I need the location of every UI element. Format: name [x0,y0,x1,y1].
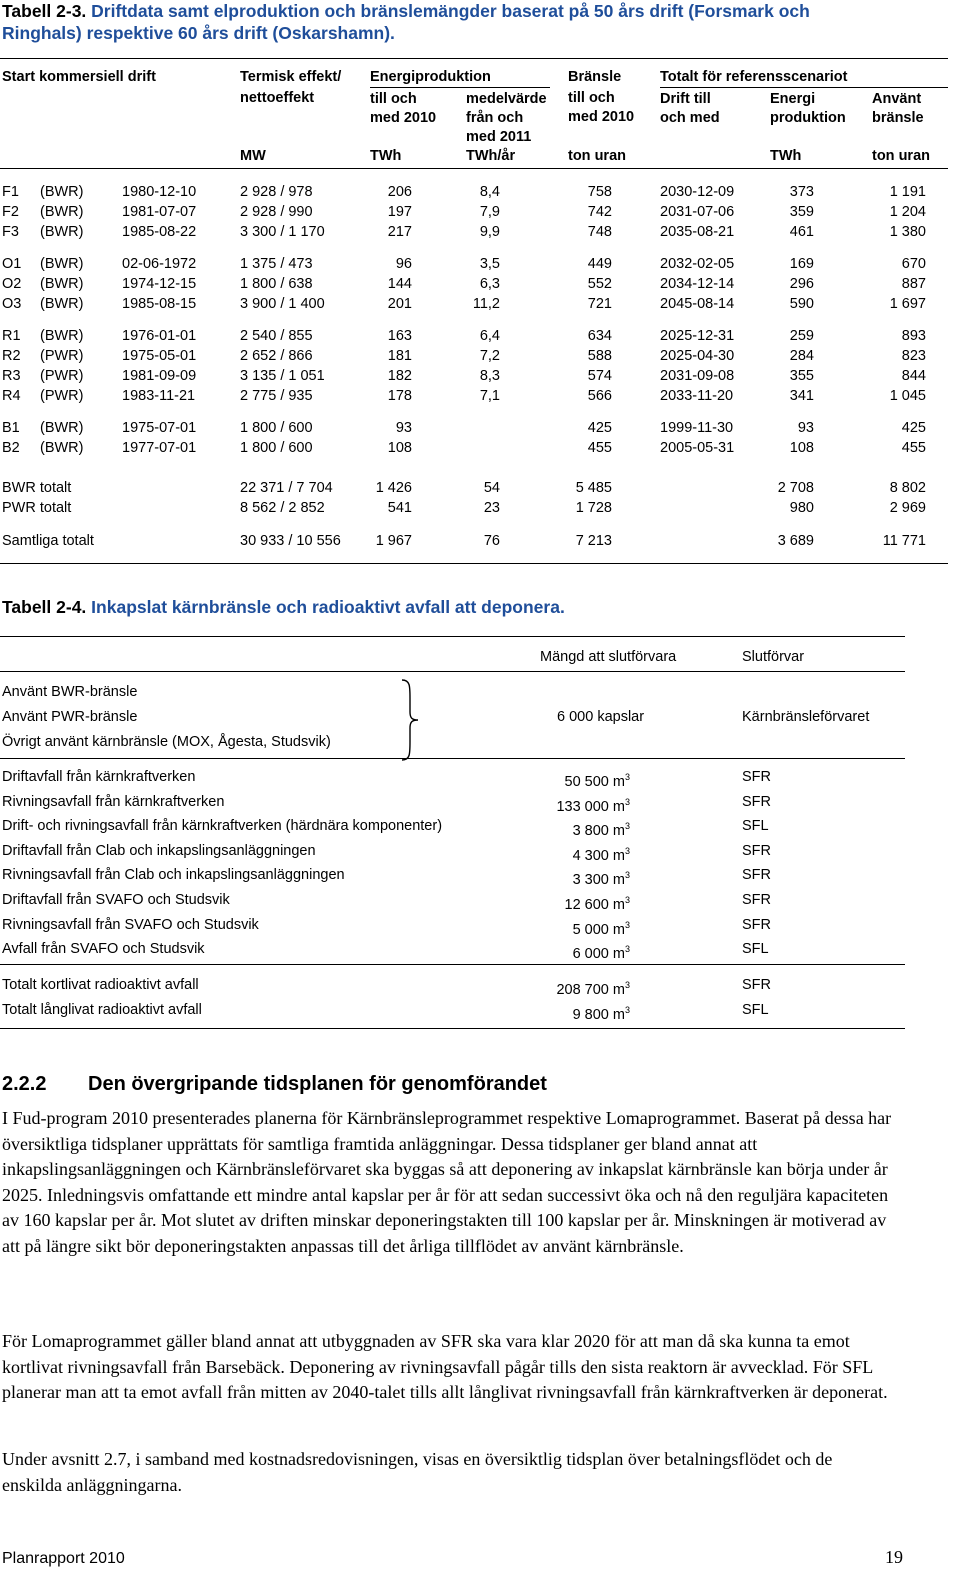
section-title: Den övergripande tidsplanen för genomförandet [88,1073,547,1095]
header-tilloch1: till och [370,91,417,107]
paragraph-2: För Lomaprogrammet gäller bland annat att utbyggnaden av SFR ska vara klar 2020 för att man då ska kunna ta emot kortlivat rivningsavfall från Barsebäck. Deponering av rivningsavfall pågår tills den sista reaktorn är avvecklad. För SFL planerar man att ta emot avfall från mitten av 2040-talet tills allt långlivat rivningsavfall från kärnkraftverken är deponerat. [2,1331,888,1402]
waste-row-label: Driftavfall från SVAFO och Studsvik [2,892,230,908]
table1-cell: 1999-11-30 [660,420,734,436]
header-energiprod: Energiproduktion [370,69,491,85]
fuel-repo: Kärnbränsleförvaret [742,709,870,725]
waste-row-repository: SFR [742,793,771,810]
footer-title: Planrapport 2010 [2,1550,125,1567]
table1-cell: R4 [2,388,21,404]
table1-total-cell: 1 426 [375,480,412,496]
table1-cell: 206 [387,184,412,200]
table1-cell: 9,9 [479,224,500,240]
table1-cell: 163 [387,328,412,344]
table1-cell: 8,4 [479,184,500,200]
waste-row-label: Rivningsavfall från SVAFO och Studsvik [2,916,259,933]
header-medelv1: medelvärde [466,91,547,107]
table1-cell: 566 [587,388,612,404]
table2-fuel-rule [0,758,905,759]
table1-cell: 2035-08-21 [660,224,735,240]
header-drift1: Drift till [660,91,711,107]
table1-cell: 6,4 [479,328,500,344]
unit-superscript: 3 [624,1004,630,1015]
table1-cell: 721 [587,296,612,312]
totalt-rule [660,87,948,88]
waste-row-repository: SFR [742,892,771,908]
table1-cell: 2 775 / 935 [240,388,313,404]
table1-cell: 284 [789,348,814,364]
table1-cell: (BWR) [40,204,84,220]
table1-cell: 1 800 / 638 [240,276,313,292]
waste-row-amount: 208 700 $m^3$ [556,980,630,998]
unit-superscript: 3 [624,895,630,905]
table1-cell: (BWR) [40,256,84,272]
table1-cell: 3 300 / 1 170 [240,224,325,240]
table1-cell: 449 [587,256,612,272]
header-twhar: TWh/år [466,148,516,164]
waste-row-amount: 6 000 $m^3$ [572,944,630,963]
table1-cell: 3,5 [479,256,500,272]
table1-cell: 742 [587,204,612,220]
table1-cell: 178 [387,388,412,404]
table1-cell: 1 191 [889,184,926,200]
table1-top-rule [0,58,948,59]
waste-row-amount: 12 600 $m^3$ [564,895,630,913]
header-twh1: TWh [370,148,402,164]
waste-row-label: Driftavfall från Clab och inkapslingsanläggningen [2,842,316,859]
table1-total-cell: BWR totalt [2,480,72,496]
table1-cell: R1 [2,328,21,344]
unit-superscript: 3 [624,870,630,881]
table1-cell: 1985-08-22 [122,224,197,240]
table1-cell: 197 [387,204,412,220]
table1-caption-line1: Driftdata samt elproduktion och bränslemängder baserat på 50 års drift (Forsmark och [91,1,810,21]
header-tilloch2: till och [568,90,615,106]
header-anvant2: bränsle [872,110,924,126]
table1-total-cell: 23 [483,500,500,516]
table1-cell: 1 697 [889,296,926,312]
table1-grand-total-cell: 3 689 [777,533,814,549]
waste-row-amount: 9 800 $m^3$ [572,1004,630,1023]
table1-cell: 2025-04-30 [660,348,735,364]
table2-col-repo: Slutförvar [742,649,805,665]
table1-cell: 2034-12-14 [660,276,735,292]
page-number: 19 [885,1547,903,1567]
table1-cell: R2 [2,348,21,364]
waste-row-amount: 3 300 $m^3$ [572,870,630,889]
table1-caption-line2: Ringhals) respektive 60 års drift (Oskarshamn). [2,23,395,43]
table1-cell: 748 [587,224,612,240]
waste-row-repository: SFR [742,842,771,859]
table1-cell: 1981-09-09 [122,368,197,384]
table1-cell: 169 [789,256,814,272]
header-drift2: och med [660,110,720,126]
table1-cell: 1 045 [889,388,926,404]
table1-cell: 634 [587,328,612,344]
table1-cell: 93 [797,420,814,436]
table2-col-amount: Mängd att slutförvara [540,649,677,665]
unit-superscript: 3 [624,821,630,832]
table1-cell: F3 [2,224,19,240]
table1-cell: 1 800 / 600 [240,440,313,456]
header-termisk2: nettoeffekt [240,90,315,106]
table1-cell: 2033-11-20 [660,388,734,404]
table1-cell: (BWR) [40,184,84,200]
table1-total-cell: 22 371 / 7 704 [240,480,333,496]
table1-cell: 455 [901,440,926,456]
table2-caption [2,597,565,618]
table1-cell: 1980-12-10 [122,184,197,200]
table1-cell: F1 [2,184,19,200]
table1-cell: 2045-08-14 [660,296,735,312]
table1-cell: 108 [789,440,814,456]
table1-total-cell: PWR totalt [2,500,72,516]
table1-cell: 93 [395,420,412,436]
waste-row-label: Rivningsavfall från Clab och inkapslingsanläggningen [2,867,345,884]
table1-cell: 1 204 [889,204,926,220]
table1-cell: 259 [789,328,814,344]
waste-row-label: Drift- och rivningsavfall från kärnkraftverken (härdnära komponenter) [2,818,443,835]
table1-cell: 02-06-1972 [122,256,197,272]
waste-row-amount: 4 300 $m^3$ [572,845,630,864]
table1-cell: 7,9 [479,204,500,220]
header-twh2: TWh [770,148,802,164]
table1-cell: 2 928 / 990 [240,204,313,220]
header-tonuran1: ton uran [568,148,626,164]
table1-cell: (BWR) [40,328,84,344]
table1-cell: 1975-05-01 [122,348,197,364]
table1-cell: 2030-12-09 [660,184,735,200]
header-termisk1: Termisk effekt/ [240,69,342,85]
table1-cell: 355 [789,368,814,384]
table1-cell: O1 [2,256,22,272]
fuel-row-pwr: Använt PWR-bränsle [2,709,138,725]
table1-cell: 6,3 [479,276,500,292]
table1-grand-total-cell: 7 213 [575,533,612,549]
header-bransle: Bränsle [568,69,622,85]
table1-cell: (PWR) [40,388,84,404]
table1-cell: 1974-12-15 [122,276,197,292]
waste-row-label: Totalt kortlivat radioaktivt avfall [2,977,199,993]
waste-row-label: Driftavfall från kärnkraftverken [2,769,196,785]
table1-cell: 2 928 / 978 [240,184,313,200]
waste-row-amount: 133 000 $m^3$ [556,796,630,815]
table1-cell: 3 900 / 1 400 [240,296,325,312]
paragraph-1: I Fud-program 2010 presenterades planerna för Kärnbränsleprogrammet respektive Lomaprogrammet. Baserat på dessa har översiktliga tidsplaner upprättats för samtliga framtida anläggningar. Dessa tidsplaner ger bland annat att inkapslingsanläggningen och Kärnbränsleförvaret ska byggas så att deponering av inkapslat kärnbränsle kan börja under år 2025. Inledningsvis omfattande ett mindre antal kapslar per år för att sedan successivt öka och nå den reguljära kapaciteten av 160 kapslar per år. Mot slutet av driften minskar deponeringstakten till 100 kapslar per år. Minskningen är motiverad av att på längre sikt bör deponeringstakten anpassas till det årliga tillflödet av använt kärnbränsle. [2,1108,892,1256]
table1-cell: 359 [789,204,814,220]
brace-icon [398,678,422,762]
table1-cell: 844 [901,368,926,384]
table1-cell: 182 [387,368,412,384]
table1-cell: 296 [789,276,814,292]
fuel-row-bwr: Använt BWR-bränsle [2,684,138,700]
table1-cell: 341 [789,388,814,404]
table1-cell: 1 380 [889,224,926,240]
table1-cell: 181 [387,348,412,364]
table1-cell: 552 [587,276,612,292]
header-tonuran2: ton uran [872,148,930,164]
table1-cell: B2 [2,440,20,456]
table1-cell: (PWR) [40,348,84,364]
table1-total-cell: 541 [387,500,412,516]
waste-row-repository: SFR [742,916,771,933]
table1-cell: 425 [901,420,926,436]
header-start: Start kommersiell drift [2,69,156,85]
waste-row-repository: SFR [742,977,771,993]
table1-cell: 2 540 / 855 [240,328,313,344]
header-energi1: Energi [770,91,816,107]
header-med2010a: med 2010 [370,110,437,126]
unit-superscript: 3 [624,980,630,990]
header-mw: MW [240,148,266,164]
table1-cell: 2005-05-31 [660,440,735,456]
header-anvant1: Använt [872,91,922,107]
waste-row-repository: SFR [742,769,771,785]
table1-total-cell: 1 728 [575,500,612,516]
fuel-row-other: Övrigt använt kärnbränsle (MOX, Ågesta, Studsvik) [2,734,331,750]
paragraph-3: Under avsnitt 2.7, i samband med kostnadsredovisningen, visas en översiktlig tidsplan över betalningsflödet och de enskilda anläggningarna. [2,1449,833,1495]
waste-row-repository: SFL [742,818,769,835]
table1-cell: 1 375 / 473 [240,256,313,272]
table2-top-rule [0,636,905,637]
table1-total-cell: 54 [483,480,500,496]
table1-cell: 108 [387,440,412,456]
table1-cell: 823 [901,348,926,364]
table1-cell: 96 [395,256,412,272]
table1-header-rule [0,168,948,169]
table1-cell: O2 [2,276,22,292]
header-medelv3: med 2011 [466,129,532,145]
table1-cell: 455 [587,440,612,456]
table1-cell: 893 [901,328,926,344]
waste-row-amount: 50 500 $m^3$ [564,772,630,790]
header-totalt: Totalt för referensscenariot [660,69,848,85]
table1-cell: 590 [789,296,814,312]
header-energi2: produktion [770,110,846,126]
table1-cell: 144 [387,276,412,292]
table1-cell: 373 [789,184,814,200]
table1-grand-total-cell: 11 771 [882,533,926,549]
table1-cell: 11,2 [472,296,500,312]
waste-row-label: Totalt långlivat radioaktivt avfall [2,1001,202,1018]
table1-cell: 758 [587,184,612,200]
waste-row-label: Avfall från SVAFO och Studsvik [2,941,205,958]
table1-total-cell: 8 562 / 2 852 [240,500,325,516]
unit-superscript: 3 [624,944,630,955]
waste-row-label: Rivningsavfall från kärnkraftverken [2,793,225,810]
table1-cell: (BWR) [40,420,84,436]
waste-row-repository: SFR [742,867,771,884]
table2-bottom-rule [0,1028,905,1029]
table1-cell: 887 [901,276,926,292]
table1-cell: 7,1 [479,388,500,404]
table1-cell: 425 [587,420,612,436]
table1-total-cell: 2 969 [889,500,926,516]
table1-grand-total-cell: Samtliga totalt [2,533,94,549]
table1-total-cell: 2 708 [777,480,814,496]
table1-grand-total-cell: 30 933 / 10 556 [240,533,341,549]
table1-cell: 574 [587,368,612,384]
table1-caption [2,0,810,44]
table2-sum-rule [0,964,905,965]
table1-caption-label: Tabell 2-3. [2,1,87,21]
table1-cell: 1981-07-07 [122,204,197,220]
table1-cell: 2032-02-05 [660,256,735,272]
table1-cell: 201 [387,296,412,312]
table1-cell: (BWR) [40,224,84,240]
unit-superscript: 3 [624,919,630,930]
fuel-amount: 6 000 kapslar [557,709,645,725]
table1-cell: 1976-01-01 [122,328,197,344]
table1-cell: 2031-09-08 [660,368,735,384]
table1-cell: 2025-12-31 [660,328,735,344]
table1-cell: 3 135 / 1 051 [240,368,325,384]
table1-cell: (BWR) [40,440,84,456]
table1-cell: R3 [2,368,21,384]
waste-row-repository: SFL [742,1001,769,1018]
table1-cell: (BWR) [40,276,84,292]
energiprod-rule [370,87,550,88]
table1-cell: B1 [2,420,20,436]
table1-grand-total-cell: 1 967 [375,533,412,549]
header-medelv2: från och [466,110,524,126]
table1-cell: F2 [2,204,19,220]
table1-total-cell: 5 485 [575,480,612,496]
section-number: 2.2.2 [2,1073,47,1095]
waste-row-amount: 5 000 $m^3$ [572,919,630,938]
table1-cell: 588 [587,348,612,364]
waste-row-repository: SFL [742,941,769,958]
waste-row-amount: 3 800 $m^3$ [572,821,630,840]
table1-bottom-rule [0,563,948,564]
table1-cell: O3 [2,296,22,312]
table1-cell: (BWR) [40,296,84,312]
table2-header-rule [0,671,905,672]
table1-cell: 7,2 [479,348,500,364]
table1-cell: 217 [387,224,412,240]
table2-caption-text: Inkapslat kärnbränsle och radioaktivt avfall att deponera. [91,597,565,617]
unit-superscript: 3 [624,772,630,782]
table1-total-cell: 8 802 [889,480,926,496]
table1-grand-total-cell: 76 [483,533,500,549]
table1-cell: 670 [901,256,926,272]
table1-cell: 2 652 / 866 [240,348,313,364]
table1-cell: (PWR) [40,368,84,384]
table1-cell: 461 [789,224,814,240]
table1-cell: 2031-07-06 [660,204,735,220]
header-med2010b: med 2010 [568,109,635,125]
table1-cell: 1983-11-21 [122,388,196,404]
table1-cell: 1 800 / 600 [240,420,313,436]
table2-caption-label: Tabell 2-4. [2,597,87,617]
unit-superscript: 3 [624,796,630,807]
table1-cell: 1975-07-01 [122,420,197,436]
table1-cell: 8,3 [479,368,500,384]
unit-superscript: 3 [624,845,630,856]
table1-total-cell: 980 [789,500,814,516]
table1-cell: 1977-07-01 [122,440,197,456]
table1-cell: 1985-08-15 [122,296,197,312]
section-heading [2,1073,547,1096]
